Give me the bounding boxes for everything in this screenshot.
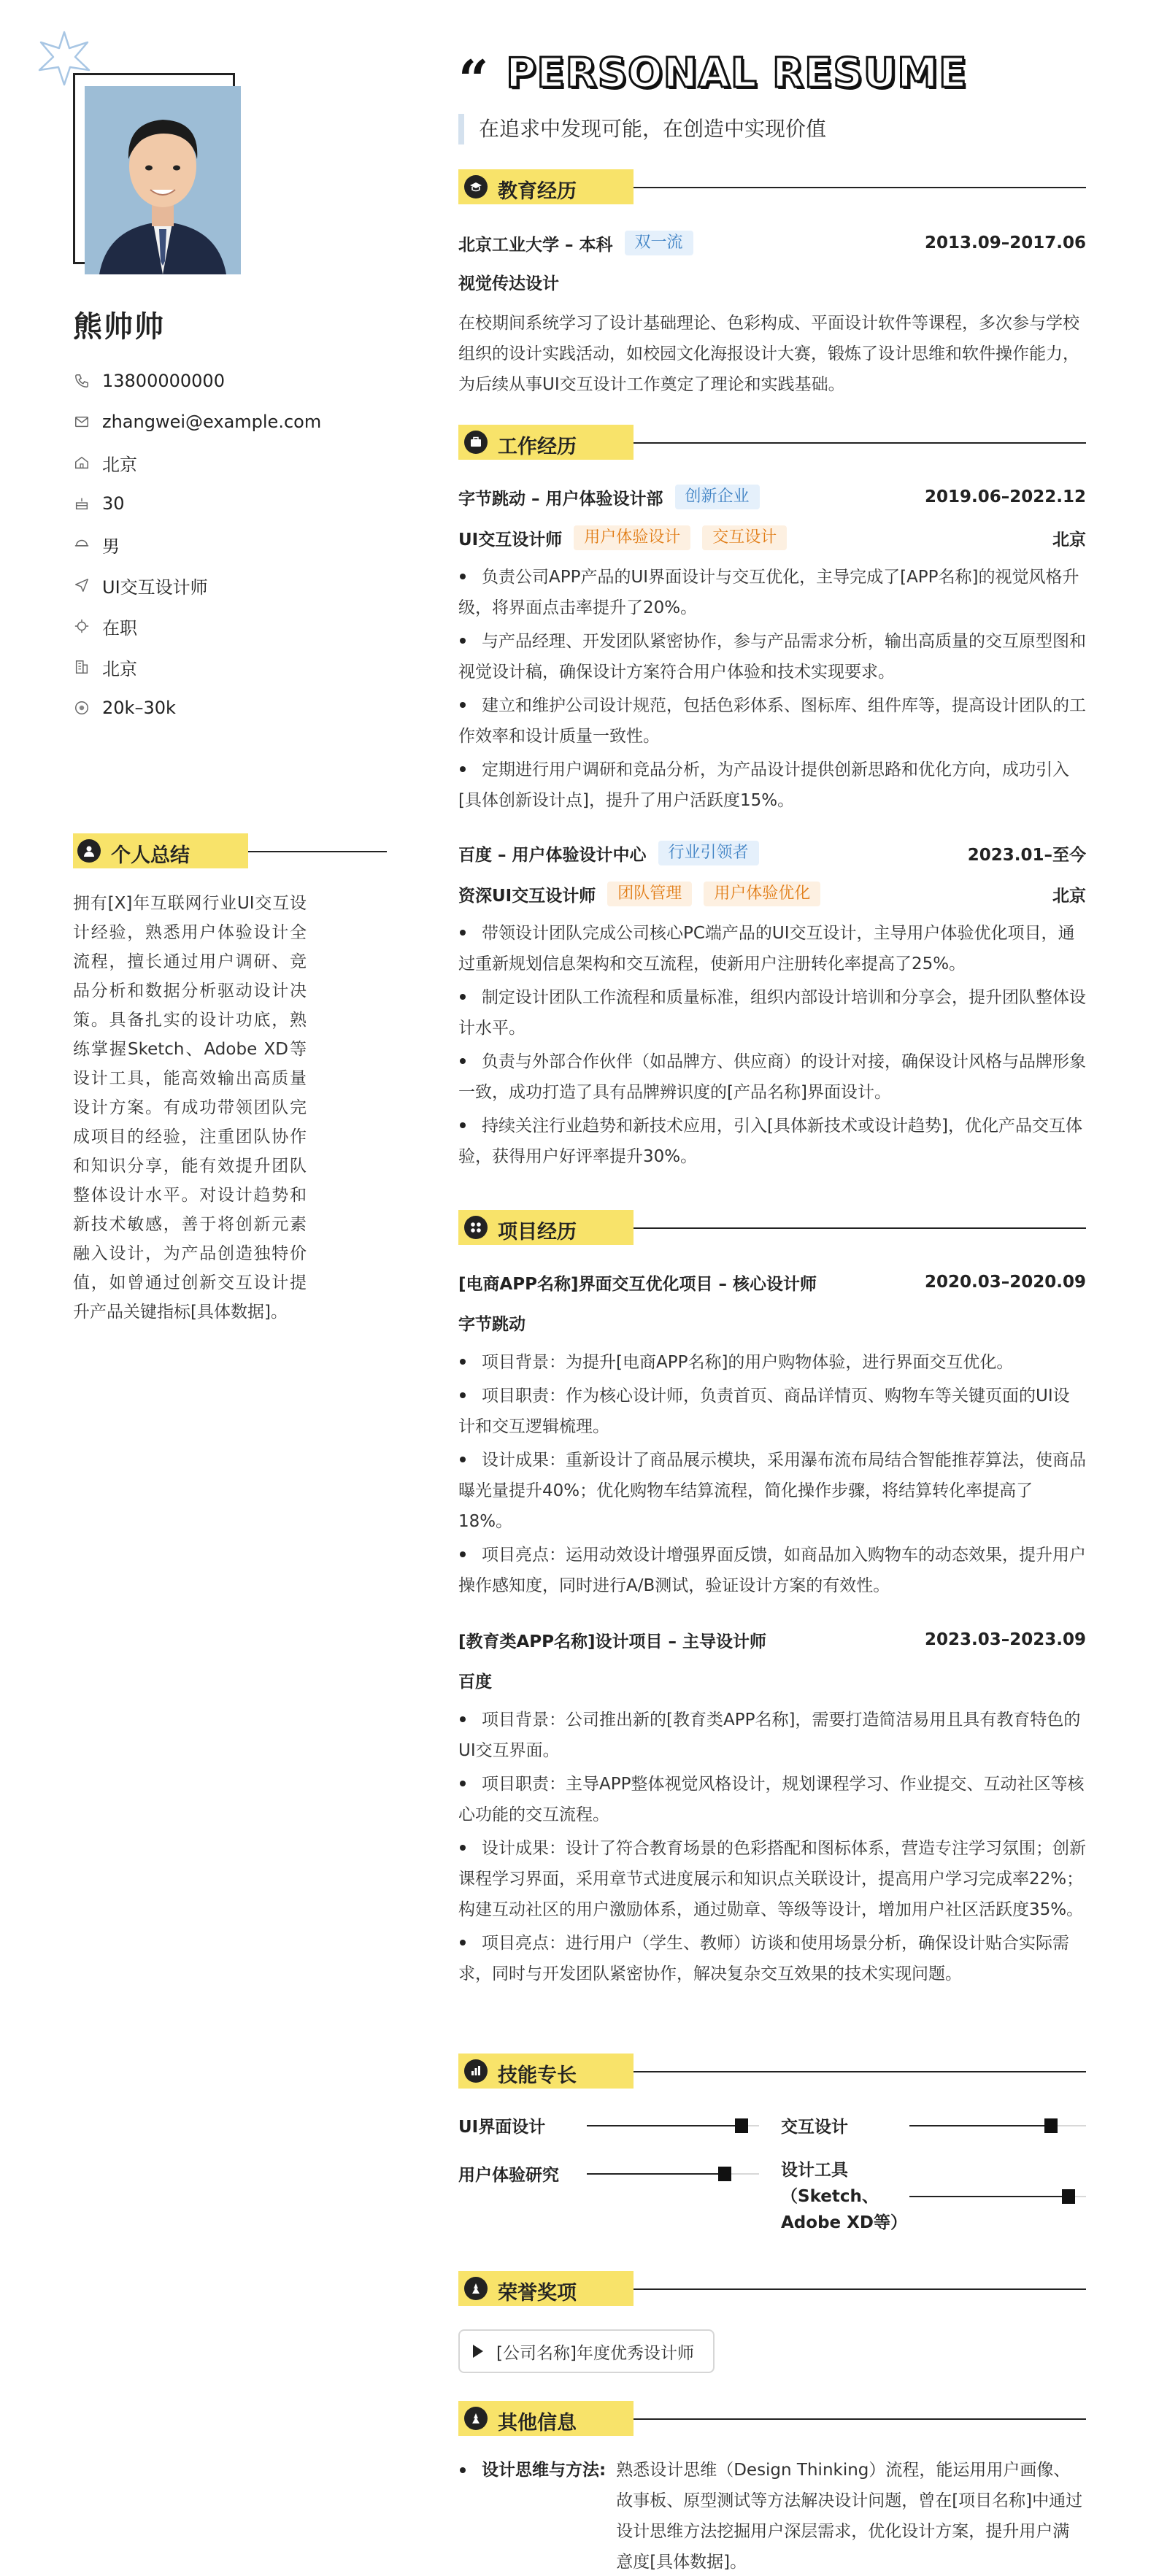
skills-heading-label: 技能专长: [498, 2064, 577, 2087]
grid-icon: [464, 1216, 488, 1239]
info-value: 北京: [102, 454, 137, 475]
info-age: [73, 483, 394, 524]
projects-heading: [458, 1210, 1086, 1245]
heading-rule: [634, 2288, 1086, 2290]
building-icon: [73, 658, 91, 676]
skill-item: [458, 2162, 759, 2186]
project-bullet-list: [458, 1705, 1086, 1992]
resume-title: [458, 45, 968, 110]
list-item: 建立和维护公司设计规范，包括色彩体系、图标库、组件库等，提高设计团队的工作效率和设计质量一致性。: [458, 696, 1086, 746]
award-icon: [464, 2407, 488, 2430]
job-header-row: [458, 838, 1086, 868]
info-position: [73, 565, 394, 606]
company-tag: 行业引领者: [658, 841, 759, 865]
other-info-item: [458, 2455, 1086, 2576]
skill-level-knob: [735, 2118, 748, 2133]
summary-heading: [73, 833, 314, 868]
education-heading: [458, 169, 1086, 204]
company-name: 字节跳动 – 用户体验设计部: [458, 489, 663, 509]
other-heading: [458, 2401, 1086, 2436]
project-name: [电商APP名称]界面交互优化项目 – 核心设计师: [458, 1274, 817, 1294]
role-tag: 用户体验优化: [704, 882, 820, 906]
list-item: 项目职责：作为核心设计师，负责首页、商品详情页、购物车等关键页面的UI设计和交互逻辑梳理。: [458, 1387, 1070, 1436]
award-label: [公司名称]年度优秀设计师: [496, 2343, 694, 2363]
list-item: 设计成果：设计了符合教育场景的色彩搭配和图标体系，营造专注学习氛围；创新课程学习界面，采用章节式进度展示和知识点关联设计，提高用户学习完成率22%；构建互动社区的用户激励体系，通过勋章、等级等设计，增加用户社区活跃度35%。: [458, 1839, 1086, 1919]
skill-level-bar: [909, 2125, 1086, 2126]
skill-name: 交互设计: [781, 2118, 848, 2137]
info-value: 13800000000: [102, 371, 225, 391]
job-bullet-list: [458, 918, 1086, 1175]
list-item: 与产品经理、开发团队紧密协作，参与产品需求分析，输出高质量的交互原型图和视觉设计稿，确保设计方案符合用户体验和技术实现要求。: [458, 632, 1086, 682]
summary-heading-label: 个人总结: [111, 844, 190, 867]
job-role-row: [458, 879, 1086, 909]
list-item: 负责公司APP产品的UI界面设计与交互优化，主导完成了[APP名称]的视觉风格升级，将界面点击率提升了20%。: [458, 568, 1079, 617]
role-tag: 交互设计: [702, 525, 787, 550]
list-item: 项目亮点：运用动效设计增强界面反馈，如商品加入购物车的动态效果，提升用户操作感知度，同时进行A/B测试，验证设计方案的有效性。: [458, 1546, 1086, 1595]
job-city: 北京: [1052, 530, 1086, 549]
job-bullet-list: [458, 562, 1086, 819]
role-tag: 用户体验设计: [574, 525, 690, 550]
project-bullet-list: [458, 1347, 1086, 1604]
bar-chart-icon: [464, 2059, 488, 2083]
work-heading: [458, 425, 1086, 460]
list-item: 负责与外部合作伙伴（如品牌方、供应商）的设计对接，确保设计风格与品牌形象一致，成功打造了具有品牌辨识度的[产品名称]界面设计。: [458, 1052, 1086, 1102]
info-value: 在职: [102, 617, 137, 639]
awards-heading: [458, 2271, 1086, 2306]
project-company: 百度: [458, 1673, 492, 1692]
project-company: 字节跳动: [458, 1315, 525, 1334]
page-subtitle: 在追求中发现可能，在创造中实现价值: [458, 114, 826, 144]
quote-mark: “: [458, 48, 489, 110]
company-name: 百度 – 用户体验设计中心: [458, 845, 647, 865]
award-icon: [464, 2277, 488, 2300]
heading-rule: [634, 2071, 1086, 2072]
skills-heading: [458, 2054, 1086, 2089]
education-date: 2013.09–2017.06: [924, 234, 1086, 252]
skill-level-knob: [1044, 2118, 1058, 2133]
company-tag: 创新企业: [675, 485, 760, 509]
info-hometown: [73, 442, 394, 483]
education-heading-label: 教育经历: [498, 180, 577, 203]
skill-name: 设计工具 （Sketch、 Adobe XD等）: [781, 2161, 907, 2232]
heading-rule: [248, 851, 387, 852]
user-icon: [77, 839, 101, 863]
info-value: UI交互设计师: [102, 576, 208, 598]
list-item: 持续关注行业趋势和新技术应用，引入[具体新技术或设计趋势]，优化产品交互体验，获得用户好评率提升30%。: [458, 1117, 1082, 1166]
info-value: zhangwei@example.com: [102, 412, 322, 432]
role-tag: 团队管理: [607, 882, 692, 906]
play-triangle-icon: [473, 2345, 483, 2358]
skill-level-knob: [1062, 2189, 1075, 2204]
heading-rule: [634, 2418, 1086, 2420]
cake-icon: [73, 495, 91, 512]
projects-heading-label: 项目经历: [498, 1221, 577, 1243]
info-value: 30: [102, 493, 125, 514]
gender-icon: [73, 536, 91, 553]
mail-icon: [73, 413, 91, 431]
info-value: 男: [102, 536, 120, 557]
sidebar: [0, 0, 423, 2576]
job-header-row: [458, 482, 1086, 512]
list-item: 项目亮点：进行用户（学生、教师）访谈和使用场景分析，确保设计贴合实际需求，同时与开发团队紧密协作，解决复杂交互效果的技术实现问题。: [458, 1934, 1069, 1983]
work-heading-label: 工作经历: [498, 436, 577, 458]
skill-name: UI界面设计: [458, 2118, 546, 2137]
info-phone: [73, 360, 394, 401]
project-header-row: [458, 1624, 1086, 1655]
briefcase-icon: [464, 431, 488, 454]
info-salary: [73, 687, 394, 728]
skill-level-bar: [587, 2125, 759, 2126]
award-item: [458, 2329, 715, 2373]
skill-level-bar: [909, 2196, 1086, 2197]
project-date: 2023.03–2023.09: [924, 1630, 1086, 1649]
job-date: 2019.06–2022.12: [924, 487, 1086, 506]
list-item: 项目职责：主导APP整体视觉风格设计，规划课程学习、作业提交、互动社区等核心功能的交互流程。: [458, 1775, 1085, 1824]
school-tag: 双一流: [625, 231, 693, 255]
education-major: 视觉传达设计: [458, 274, 559, 293]
list-item: 设计成果：重新设计了商品展示模块，采用瀑布流布局结合智能推荐算法，使商品曝光量提升40%；优化购物车结算流程，简化操作步骤，将结算转化率提高了18%。: [458, 1451, 1086, 1531]
graduation-cap-icon: [464, 175, 488, 198]
summary-text: 拥有[X]年互联网行业UI交互设计经验，熟悉用户体验设计全流程，擅长通过用户调研、竞品分析和数据分析驱动设计决策。具备扎实的设计功底，熟练掌握Sketch、Adobe XD等设计工具，能高效输出高质量设计方案。有成功带领团队完成项目的经验，注重团队协作和知识分享，能有效提升团队整体设计水平。对设计趋势和新技术敏感，善于将创新元素融入设计，为产品创造独特价值，如曾通过创新交互设计提升产品关键指标[具体数据]。: [73, 894, 307, 1322]
info-value: 20k–30k: [102, 698, 176, 718]
list-item: 带领设计团队完成公司核心PC端产品的UI交互设计，主导用户体验优化项目，通过重新规划信息架构和交互流程，使新用户注册转化率提高了25%。: [458, 924, 1075, 973]
info-value: 北京: [102, 658, 137, 679]
skill-level-knob: [718, 2167, 731, 2181]
info-email: [73, 401, 394, 442]
contact-info-list: [73, 360, 394, 728]
other-info-value: 熟悉设计思维（Design Thinking）流程，能运用用户画像、故事板、原型测试等方法解决设计问题，曾在[项目名称]中通过设计思维方法挖掘用户深层需求，优化设计方案，提升用户满意度[具体数据]。: [616, 2461, 1083, 2572]
info-status: [73, 606, 394, 647]
salary-icon: [73, 699, 91, 717]
skill-item: [781, 2157, 1086, 2236]
heading-rule: [634, 442, 1086, 444]
heading-rule: [634, 1227, 1086, 1229]
list-item: 制定设计团队工作流程和质量标准，组织内部设计培训和分享会，提升团队整体设计水平。: [458, 988, 1086, 1038]
project-date: 2020.03–2020.09: [924, 1273, 1086, 1292]
info-gender: [73, 524, 394, 565]
job-role: 资深UI交互设计师: [458, 886, 596, 906]
awards-heading-label: 荣誉奖项: [498, 2282, 577, 2305]
skill-item: [781, 2113, 1086, 2137]
project-header-row: [458, 1267, 1086, 1297]
avatar: [85, 86, 241, 274]
education-header-row: [458, 228, 1086, 258]
send-icon: [73, 576, 91, 594]
job-role: UI交互设计师: [458, 530, 563, 549]
page-title: PERSONAL RESUME: [506, 49, 968, 97]
project-name: [教育类APP名称]设计项目 – 主导设计师: [458, 1632, 767, 1651]
job-city: 北京: [1052, 886, 1086, 906]
other-info-key: 设计思维与方法:: [482, 2461, 607, 2480]
list-item: 项目背景：为提升[电商APP名称]的用户购物体验，进行界面交互优化。: [458, 1347, 1086, 1378]
info-city: [73, 647, 394, 687]
profile-name: 熊帅帅: [73, 310, 165, 344]
home-icon: [73, 454, 91, 471]
other-heading-label: 其他信息: [498, 2412, 577, 2434]
job-date: 2023.01–至今: [967, 845, 1086, 865]
school-name: 北京工业大学 – 本科: [458, 235, 613, 255]
heading-rule: [634, 187, 1086, 188]
phone-icon: [73, 372, 91, 390]
skill-item: [458, 2113, 759, 2137]
list-item: 项目背景：公司推出新的[教育类APP名称]，需要打造简洁易用且具有教育特色的UI交互界面。: [458, 1711, 1081, 1760]
education-description: 在校期间系统学习了设计基础理论、色彩构成、平面设计软件等课程，多次参与学校组织的设计实践活动，如校园文化海报设计大赛，锻炼了设计思维和软件操作能力，为后续从事UI交互设计工作奠定了理论和实践基础。: [458, 314, 1079, 394]
skill-name: 用户体验研究: [458, 2166, 559, 2185]
status-icon: [73, 617, 91, 635]
skill-level-bar: [587, 2173, 759, 2175]
list-item: 定期进行用户调研和竞品分析，为产品设计提供创新思路和优化方向，成功引入[具体创新设计点]，提升了用户活跃度15%。: [458, 760, 1069, 810]
job-role-row: [458, 522, 1086, 553]
